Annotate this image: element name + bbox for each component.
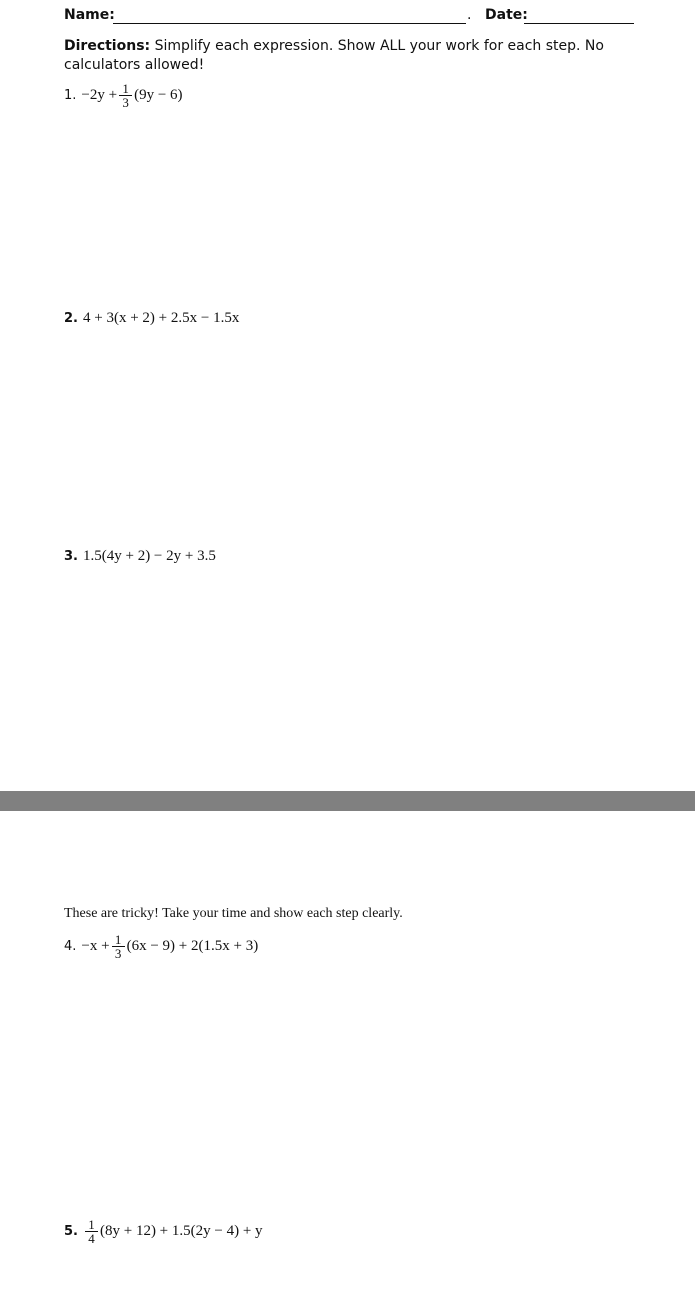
- fraction: [120, 82, 131, 109]
- problem-3: [64, 548, 216, 565]
- problem-number: 3.: [64, 549, 78, 564]
- expr: 4 + 3(x + 2) + 2.5x − 1.5x: [82, 310, 240, 326]
- expr-post: (6x − 9) + 2(1.5x + 3): [126, 938, 259, 954]
- section-note: These are tricky! Take your time and show each step clearly.: [64, 906, 403, 921]
- fraction-denominator: 4: [88, 1231, 95, 1246]
- expr-pre: −2y +: [81, 87, 118, 103]
- name-label: Name:: [64, 7, 115, 23]
- fraction-denominator: 3: [114, 946, 122, 961]
- fraction-numerator: 1: [122, 81, 129, 96]
- name-period: .: [467, 7, 472, 23]
- problem-number: 1.: [64, 88, 77, 103]
- fraction: [86, 1218, 97, 1245]
- problem-number: 4.: [64, 939, 77, 954]
- fraction-numerator: 1: [114, 932, 122, 947]
- directions: [64, 37, 664, 75]
- expr: 1.5(4y + 2) − 2y + 3.5: [82, 548, 216, 564]
- expr-pre: −x +: [81, 938, 110, 954]
- problem-number: 2.: [64, 311, 78, 326]
- fraction-denominator: 3: [122, 95, 129, 110]
- date-label: Date:: [485, 7, 528, 23]
- fraction: [113, 933, 124, 960]
- problem-5: [64, 1218, 263, 1245]
- name-line[interactable]: [113, 23, 466, 24]
- problem-2: [64, 310, 239, 327]
- problem-number: 5.: [64, 1224, 78, 1239]
- problem-4: [64, 933, 258, 960]
- directions-text: Simplify each expression. Show ALL your work for each step. No calculators allowed!: [64, 38, 604, 73]
- expr-post: (8y + 12) + 1.5(2y − 4) + y: [99, 1223, 263, 1239]
- fraction-numerator: 1: [88, 1217, 95, 1232]
- directions-label: Directions:: [64, 38, 151, 54]
- date-line[interactable]: [524, 23, 634, 24]
- expr-post: (9y − 6): [134, 87, 183, 103]
- problem-1: [64, 82, 183, 109]
- page-divider-band: [0, 791, 695, 811]
